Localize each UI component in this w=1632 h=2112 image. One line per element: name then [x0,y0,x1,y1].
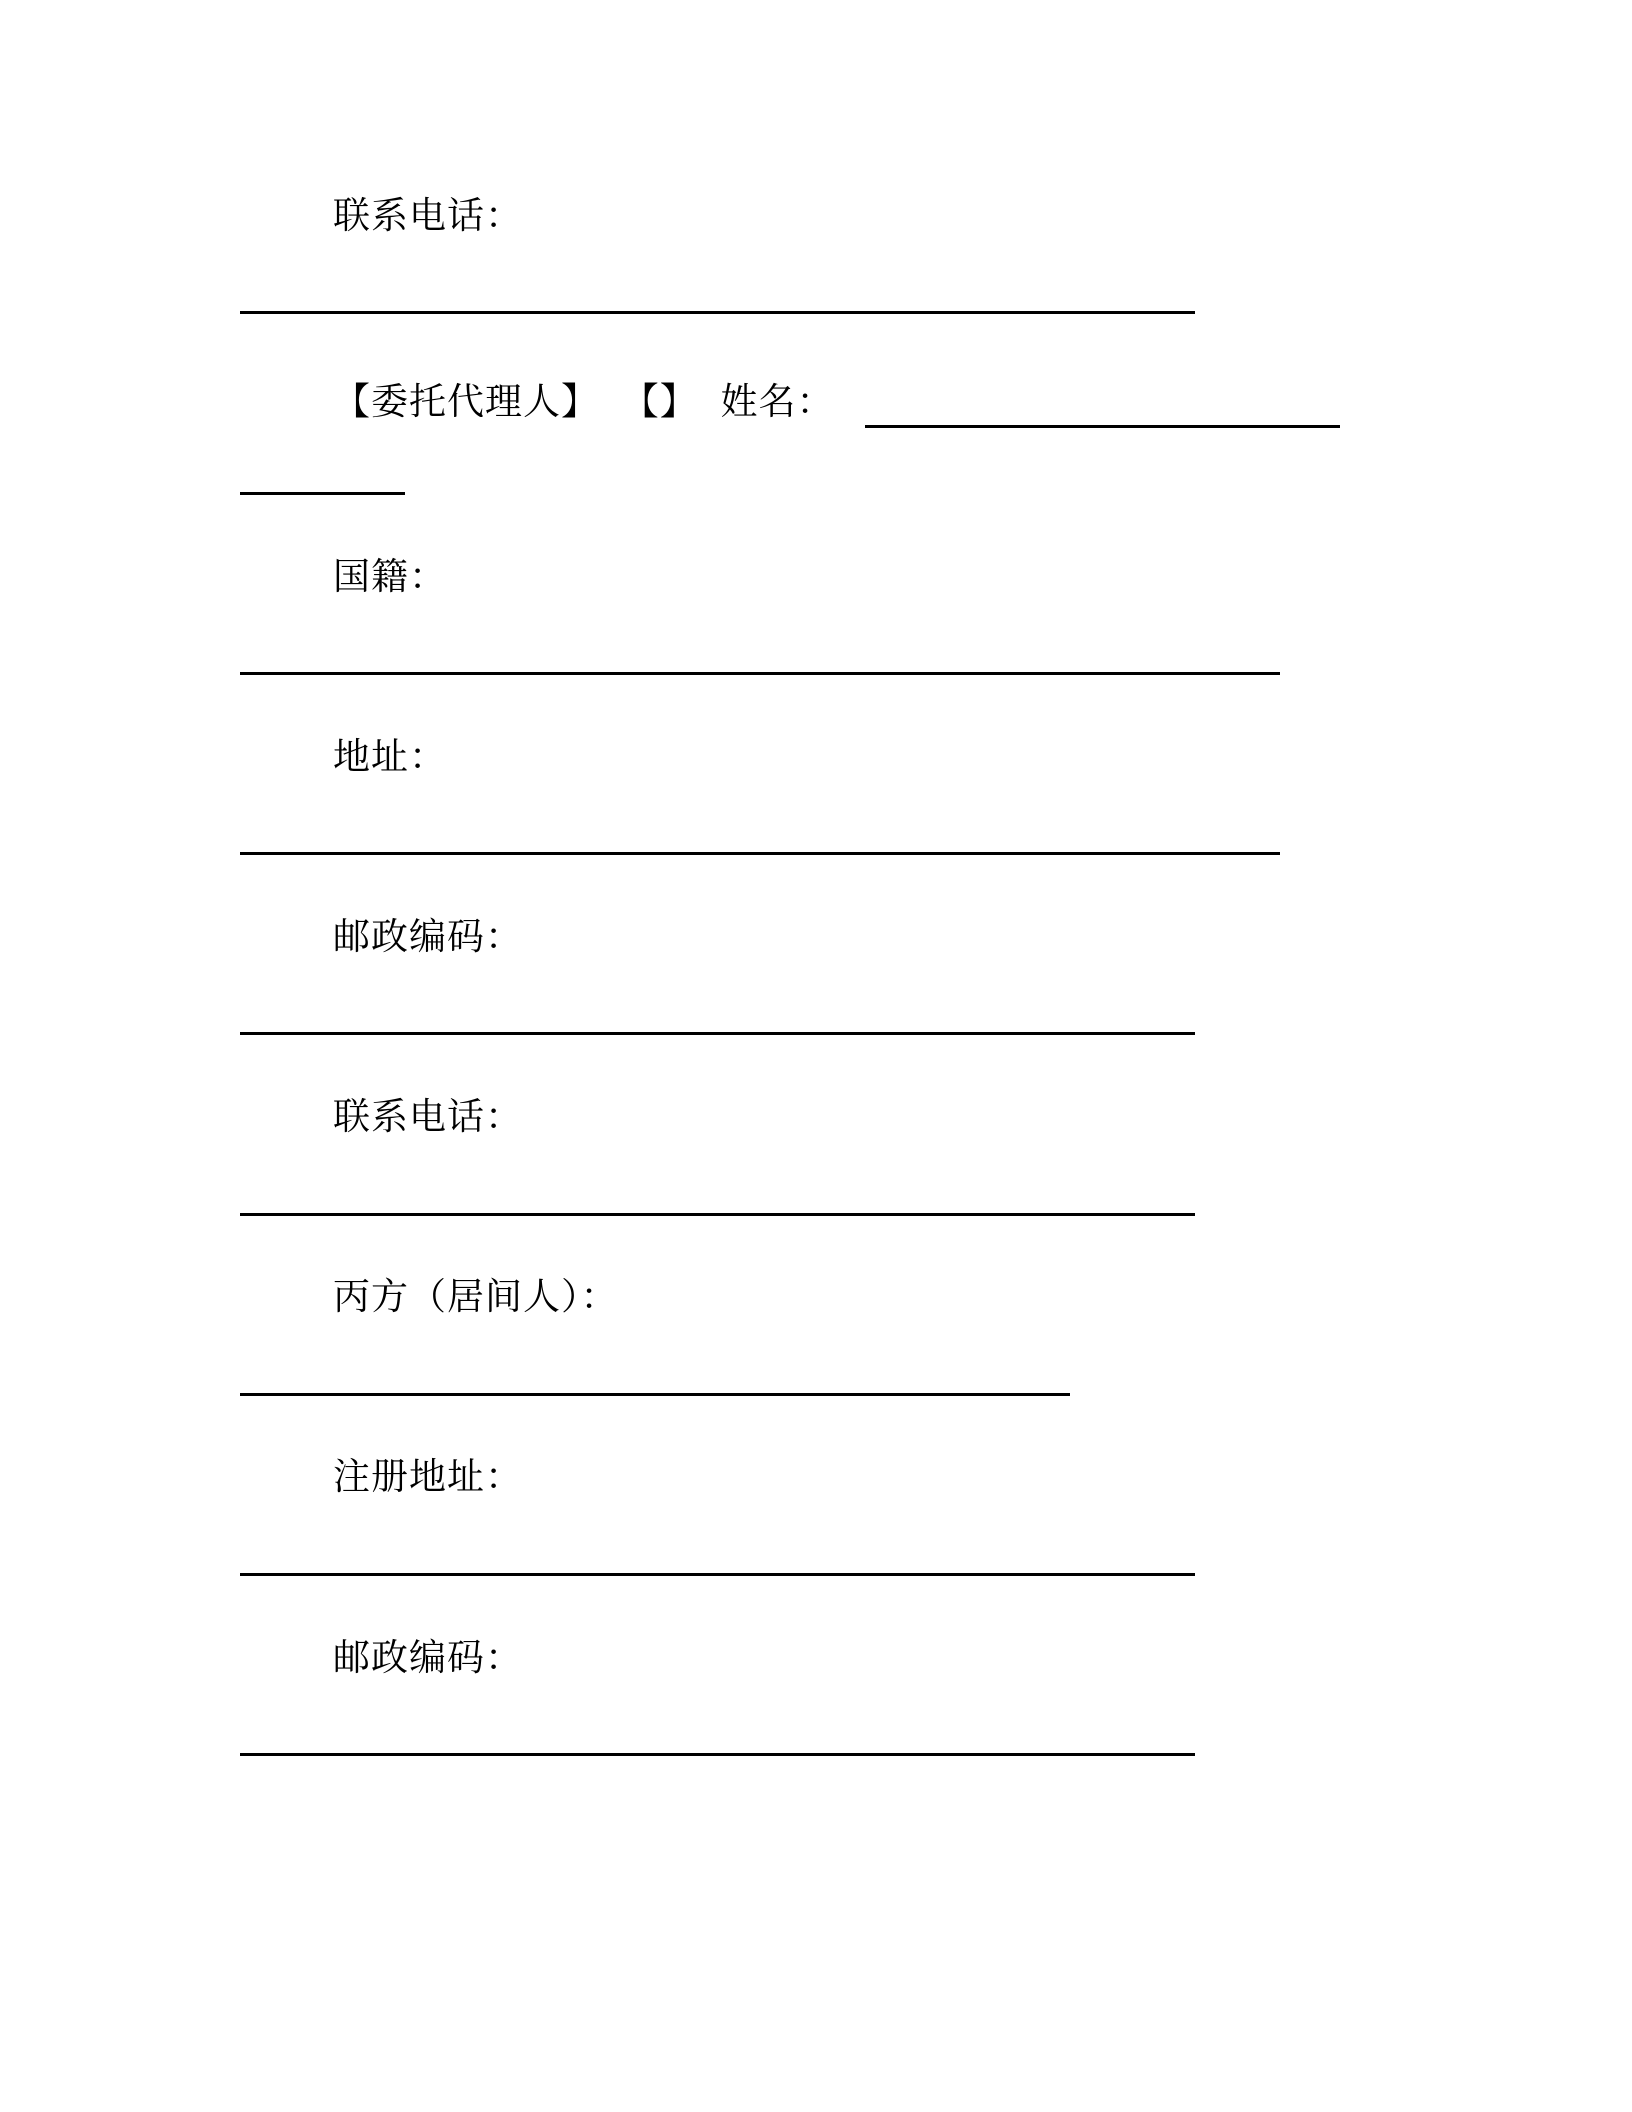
postcode-blank-2[interactable] [240,1753,1195,1756]
agent-name-blank[interactable] [865,425,1340,428]
party-c-blank[interactable] [240,1393,1070,1396]
nationality-blank[interactable] [240,672,1280,675]
address-label: 地址： [333,735,447,778]
phone-label-1: 联系电话： [333,194,523,237]
party-c-label: 丙方（居间人）： [333,1275,619,1318]
agent-bracket: 【】 [621,380,698,423]
address-blank[interactable] [240,852,1280,855]
agent-title: 【委托代理人】 [333,380,599,423]
postcode-label-2: 邮政编码： [333,1636,523,1679]
phone-label-2: 联系电话： [333,1095,523,1138]
registered-address-label: 注册地址： [333,1455,523,1498]
registered-address-blank[interactable] [240,1573,1195,1576]
agent-name-line [333,378,1340,428]
phone-blank-1[interactable] [240,311,1195,314]
agent-name-blank-continued[interactable] [240,492,405,495]
agent-name-label: 姓名： [720,380,835,423]
phone-blank-2[interactable] [240,1213,1195,1216]
postcode-label-1: 邮政编码： [333,915,523,958]
nationality-label: 国籍： [333,555,447,598]
postcode-blank-1[interactable] [240,1032,1195,1035]
